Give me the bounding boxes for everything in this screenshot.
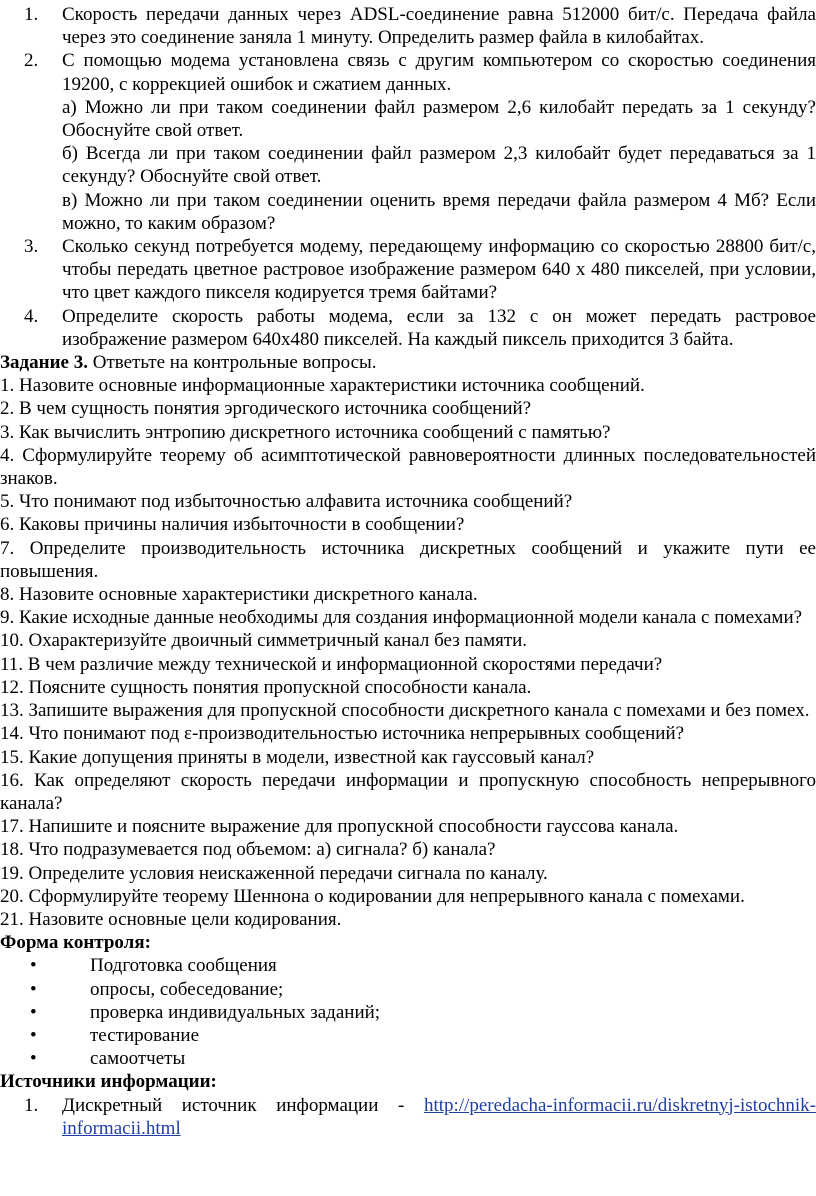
question-item: 7. Определите производительность источника дискретных сообщений и укажите пути ее повышения.	[0, 537, 816, 582]
question-item: 19. Определите условия неискаженной передачи сигнала по каналу.	[0, 862, 548, 884]
bullet-icon: •	[30, 1001, 37, 1023]
source-number: 1.	[24, 1094, 39, 1116]
task-number: 3.	[24, 236, 39, 258]
question-item: 2. В чем сущность понятия эргодического источника сообщений?	[0, 398, 532, 420]
control-item	[0, 954, 816, 977]
task-text: Сколько секунд потребуется модему, передающему информацию со скоростью 28800 бит/с, чтобы передать цветное растровое изображение размером 640 х 480 пикселей, при условии, что цвет каждого пикселя кодируется тремя байтами?	[62, 236, 816, 304]
task-text: Скорость передачи данных через ADSL-соединение равна 512000 бит/с. Передача файла через это соединение заняла 1 минуту. Определить размер файла в килобайтах.	[62, 4, 816, 49]
bullet-icon: •	[30, 978, 37, 1000]
question-item: 1. Назовите основные информационные характеристики источника сообщений.	[0, 375, 645, 397]
question-item: 20. Сформулируйте теорему Шеннона о кодировании для непрерывного канала с помехами.	[0, 885, 745, 907]
task-item-4	[0, 305, 816, 351]
control-item-label: самоотчеты	[90, 1048, 186, 1070]
task-text: Определите скорость работы модема, если за 132 с он может передать растровое изображение размером 640х480 пикселей. На каждый пиксель приходится 3 байта.	[62, 305, 816, 350]
control-item-label: тестирование	[90, 1024, 200, 1046]
source-item	[0, 1094, 816, 1140]
question-item: 5. Что понимают под избыточностью алфавита источника сообщений?	[0, 491, 573, 513]
source-label: Дискретный источник информации -	[62, 1094, 424, 1116]
question-item: 12. Поясните сущность понятия пропускной способности канала.	[0, 676, 532, 698]
bullet-icon: •	[30, 1024, 37, 1046]
sources-heading: Источники информации:	[0, 1071, 217, 1093]
task-number: 2.	[24, 50, 39, 72]
bullet-icon: •	[30, 955, 37, 977]
task-subitem-b: б) Всегда ли при таком соединении файл размером 2,3 килобайт будет передаваться за 1 секунду? Обоснуйте свой ответ.	[62, 143, 816, 188]
question-item: 15. Какие допущения приняты в модели, известной как гауссовый канал?	[0, 746, 595, 768]
source-link[interactable]: http://peredacha-informacii.ru/diskretnyj-istochnik-informacii.html	[62, 1094, 816, 1139]
control-item-label: Подготовка сообщения	[90, 955, 277, 977]
question-item: 21. Назовите основные цели кодирования.	[0, 908, 342, 930]
task-item-1	[0, 3, 816, 49]
question-item: 3. Как вычислить энтропию дискретного источника сообщений с памятью?	[0, 421, 611, 443]
task-subitem-c: в) Можно ли при таком соединении оценить время передачи файла размером 4 Мб? Если можно, то каким образом?	[62, 189, 816, 234]
task-number: 4.	[24, 305, 39, 327]
question-item: 4. Сформулируйте теорему об асимптотической равновероятности длинных последовательностей знаков.	[0, 444, 816, 490]
control-item-label: проверка индивидуальных заданий;	[90, 1001, 381, 1023]
control-item	[0, 978, 816, 1001]
task-item-3	[0, 235, 816, 305]
control-item	[0, 1001, 816, 1024]
question-item: 11. В чем различие между технической и информационной скоростями передачи?	[0, 653, 663, 675]
control-item	[0, 1024, 816, 1047]
task-subitem-a: а) Можно ли при таком соединении файл размером 2,6 килобайт передать за 1 секунду? Обоснуйте свой ответ.	[62, 96, 816, 142]
task3-heading-line	[0, 351, 816, 374]
question-item: 6. Каковы причины наличия избыточности в сообщении?	[0, 514, 465, 536]
question-item: 17. Напишите и поясните выражение для пропускной способности гауссова канала.	[0, 816, 679, 838]
questions-list	[0, 374, 816, 931]
question-item: 14. Что понимают под ε-производительностью источника непрерывных сообщений?	[0, 723, 685, 745]
question-item: 9. Какие исходные данные необходимы для создания информационной модели канала с помехами?	[0, 607, 803, 629]
sources-list	[0, 1094, 816, 1140]
control-heading-line	[0, 931, 816, 954]
question-item: 16. Как определяют скорость передачи информации и пропускную способность непрерывного канала?	[0, 769, 816, 814]
task-number: 1.	[24, 4, 39, 25]
question-item: 13. Запишите выражения для пропускной способности дискретного канала с помехами и без помех.	[0, 700, 810, 722]
task3-heading: Задание 3.	[0, 352, 88, 374]
question-item: 18. Что подразумевается под объемом: а) сигнала? б) канала?	[0, 839, 496, 861]
question-item: 8. Назовите основные характеристики дискретного канала.	[0, 584, 478, 606]
control-list	[0, 954, 816, 1070]
task-item-2	[0, 49, 816, 235]
question-item: 10. Охарактеризуйте двоичный симметричный канал без памяти.	[0, 630, 528, 652]
task-text: С помощью модема установлена связь с другим компьютером со скоростью соединения 19200, с коррекцией ошибок и сжатием данных.	[62, 50, 816, 95]
control-item	[0, 1047, 816, 1070]
control-item-label: опросы, собеседование;	[90, 978, 284, 1000]
tasks-list	[0, 3, 816, 351]
task3-intro: Ответьте на контрольные вопросы.	[87, 352, 377, 374]
bullet-icon: •	[30, 1048, 37, 1070]
control-heading: Форма контроля:	[0, 932, 151, 954]
sources-heading-line	[0, 1070, 816, 1093]
